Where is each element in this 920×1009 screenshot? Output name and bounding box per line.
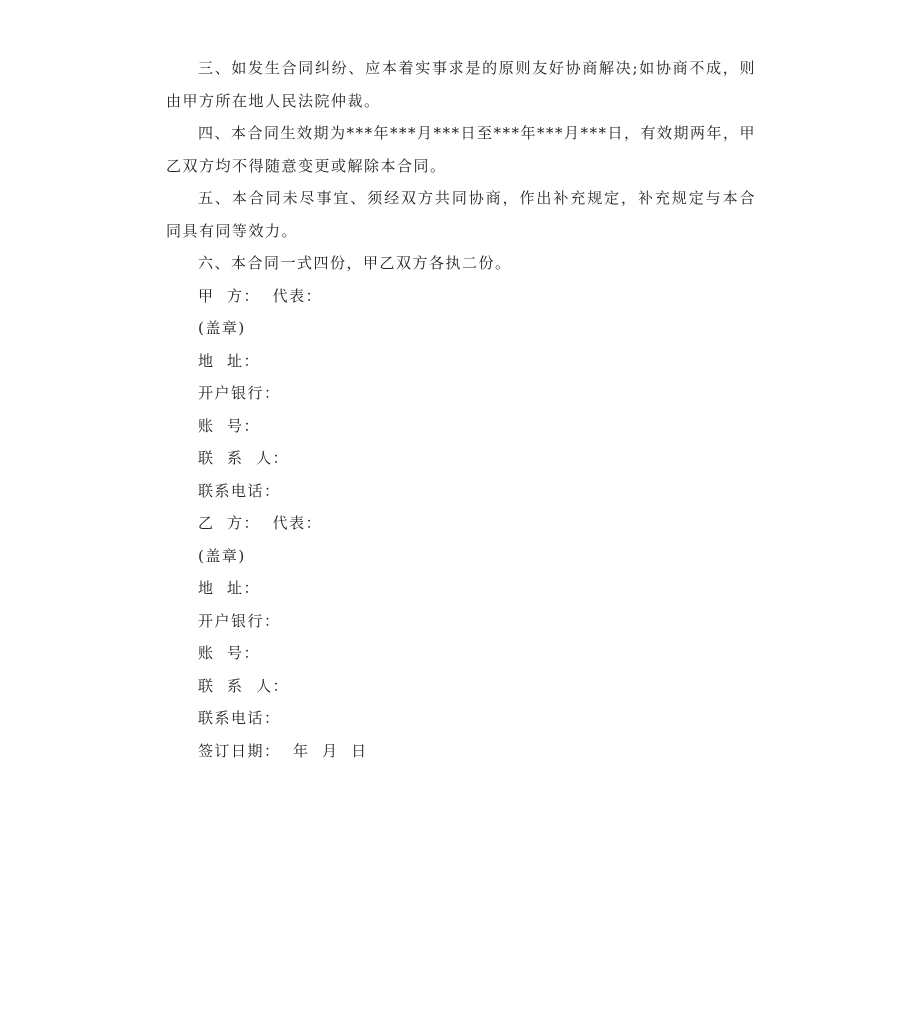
sign-date: 签订日期： 年 月 日 bbox=[198, 741, 368, 760]
clause-6: 六、本合同一式四份，甲乙双方各执二份。 bbox=[198, 254, 512, 272]
clause-4: 四、本合同生效期为***年***月***日至***年***月***日，有效期两年，甲乙双方均不得随意变更或解除本合同。 bbox=[166, 124, 757, 175]
party-a-phone: 联系电话： bbox=[198, 481, 281, 500]
party-b-account: 账 号： bbox=[198, 644, 261, 662]
party-a-bank: 开户银行： bbox=[198, 384, 281, 402]
clause-3: 三、如发生合同纠纷、应本着实事求是的原则友好协商解决;如协商不成，则由甲方所在地人民法院仲裁。 bbox=[166, 59, 756, 110]
contract-page bbox=[166, 52, 756, 767]
party-b-heading: 乙 方： 代表： bbox=[198, 514, 323, 532]
party-a-seal: (盖章) bbox=[198, 319, 246, 337]
party-b-address: 地 址： bbox=[198, 579, 261, 597]
party-a-block bbox=[166, 280, 756, 508]
party-b-seal: (盖章) bbox=[198, 546, 246, 565]
party-b-bank: 开户银行： bbox=[198, 611, 281, 630]
party-a-heading: 甲 方： 代表： bbox=[198, 286, 323, 305]
party-a-account: 账 号： bbox=[198, 416, 261, 435]
party-a-contact: 联 系 人： bbox=[198, 449, 290, 467]
party-b-phone: 联系电话： bbox=[198, 709, 281, 727]
party-b-contact: 联 系 人： bbox=[198, 676, 290, 695]
clause-5: 五、本合同未尽事宜、须经双方共同协商，作出补充规定，补充规定与本合同具有同等效力。 bbox=[166, 189, 756, 240]
party-b-block bbox=[166, 507, 756, 735]
party-a-address: 地 址： bbox=[198, 351, 261, 370]
